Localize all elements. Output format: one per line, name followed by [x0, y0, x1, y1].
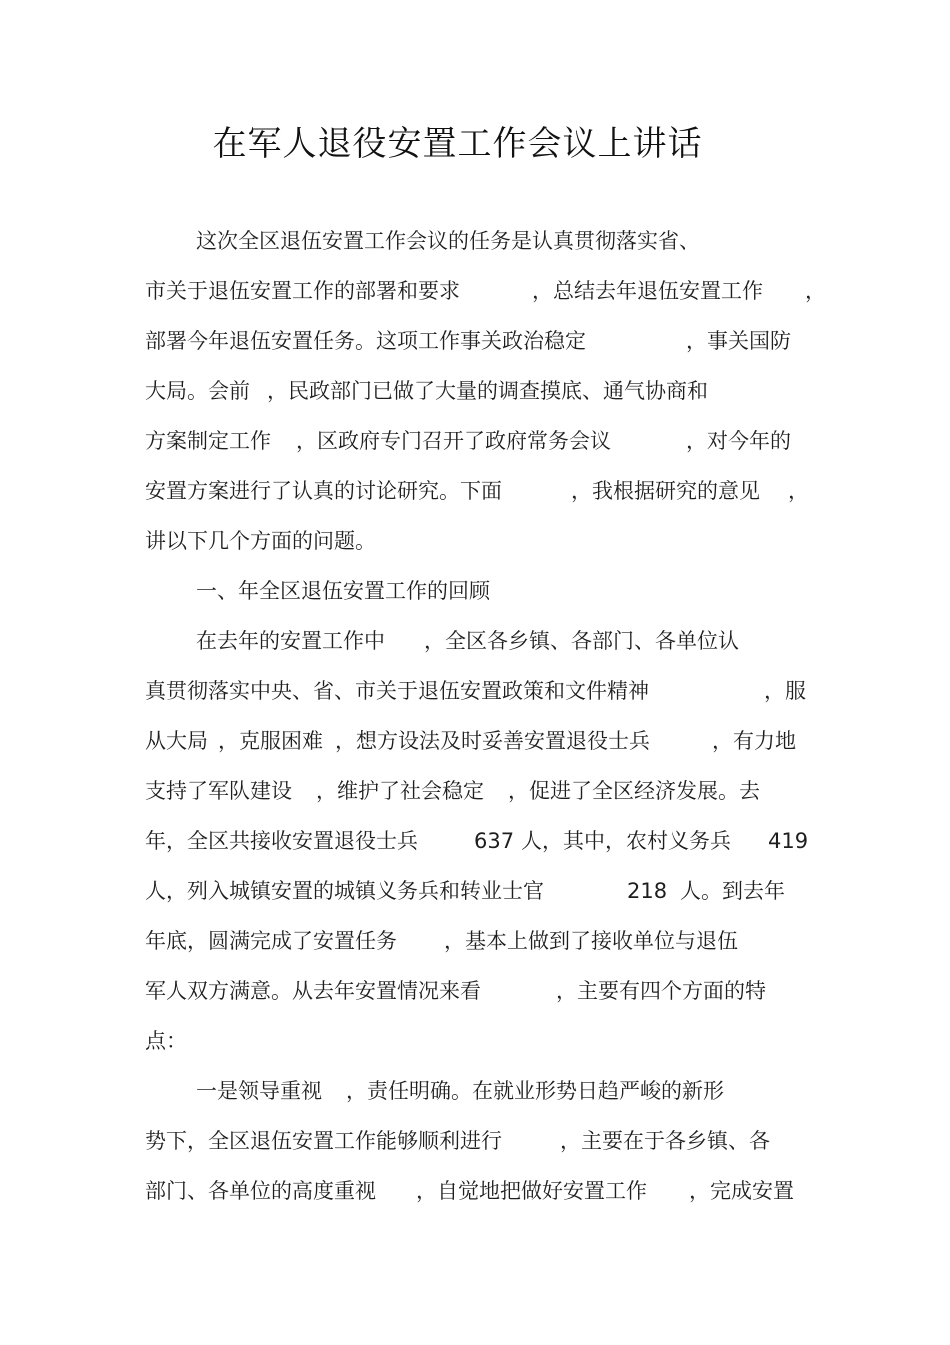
- text-segment: ，自觉地把做好安置工作: [416, 1179, 647, 1203]
- text-segment: 人。到去年: [680, 879, 785, 903]
- text-segment: 大局。会前: [145, 379, 250, 403]
- text-segment: ，有力地: [712, 729, 796, 753]
- text-segment: ，民政部门已做了大量的调查摸底、通气协商和: [267, 379, 708, 403]
- text-segment: ，区政府专门召开了政府常务会议: [296, 429, 611, 453]
- text-segment: 部门、各单位的高度重视: [145, 1179, 376, 1203]
- paragraph-line: [0, 623, 950, 659]
- text-segment: ，想方设法及时妥善安置退役士兵: [335, 729, 650, 753]
- text-segment: 市关于退伍安置工作的部署和要求: [145, 279, 460, 303]
- text-segment: ，: [788, 479, 809, 503]
- text-segment: ，主要有四个方面的特: [556, 979, 766, 1003]
- text-segment: 年，全区共接收安置退役士兵: [145, 829, 418, 853]
- paragraph-line: [0, 1023, 950, 1059]
- text-segment: 在去年的安置工作中: [196, 629, 385, 653]
- paragraph-line: [0, 923, 950, 959]
- text-segment: ，全区各乡镇、各部门、各单位认: [424, 629, 739, 653]
- text-segment: ，责任明确。在就业形势日趋严峻的新形: [346, 1079, 724, 1103]
- text-segment: 部署今年退伍安置任务。这项工作事关政治稳定: [145, 329, 586, 353]
- text-segment: ，事关国防: [686, 329, 791, 353]
- document-title: 在军人退役安置工作会议上讲话: [212, 124, 703, 164]
- paragraph-line: [0, 723, 950, 759]
- text-segment: ，完成安置: [689, 1179, 794, 1203]
- text-segment: ，基本上做到了接收单位与退伍: [444, 929, 738, 953]
- paragraph-line: [0, 523, 950, 559]
- paragraph-line: [0, 1073, 950, 1109]
- paragraph-line: [0, 323, 950, 359]
- paragraph-line: [0, 773, 950, 809]
- text-segment: 点：: [145, 1029, 187, 1053]
- text-segment: 真贯彻落实中央、省、市关于退伍安置政策和文件精神: [145, 679, 649, 703]
- text-segment: 方案制定工作: [145, 429, 271, 453]
- text-segment: 一、年全区退伍安置工作的回顾: [196, 579, 490, 603]
- text-segment: 人，其中，农村义务兵: [521, 829, 731, 853]
- paragraph-line: [0, 973, 950, 1009]
- paragraph-line: [0, 823, 950, 859]
- text-segment: 419: [768, 829, 809, 853]
- paragraph-line: [0, 423, 950, 459]
- text-segment: 支持了军队建设: [145, 779, 292, 803]
- text-segment: 讲以下几个方面的问题。: [145, 529, 376, 553]
- paragraph-line: [0, 473, 950, 509]
- text-segment: ，: [805, 279, 826, 303]
- text-segment: ，维护了社会稳定: [316, 779, 484, 803]
- text-segment: 势下，全区退伍安置工作能够顺利进行: [145, 1129, 502, 1153]
- paragraph-line: [0, 373, 950, 409]
- text-segment: 一是领导重视: [196, 1079, 322, 1103]
- paragraph-line: [0, 273, 950, 309]
- text-segment: 安置方案进行了认真的讨论研究。下面: [145, 479, 502, 503]
- paragraph-line: [0, 873, 950, 909]
- text-segment: 人，列入城镇安置的城镇义务兵和转业士官: [145, 879, 544, 903]
- text-segment: ，克服困难: [218, 729, 323, 753]
- text-segment: ，促进了全区经济发展。去: [508, 779, 760, 803]
- text-segment: ，对今年的: [686, 429, 791, 453]
- text-segment: 从大局: [145, 729, 208, 753]
- text-segment: ，主要在于各乡镇、各: [560, 1129, 770, 1153]
- paragraph-line: [0, 573, 950, 609]
- text-segment: ，总结去年退伍安置工作: [532, 279, 763, 303]
- paragraph-line: [0, 223, 950, 259]
- text-segment: 218: [627, 879, 668, 903]
- text-segment: ，服: [764, 679, 806, 703]
- text-segment: ，我根据研究的意见: [571, 479, 760, 503]
- text-segment: 637: [474, 829, 515, 853]
- paragraph-line: [0, 673, 950, 709]
- paragraph-line: [0, 1123, 950, 1159]
- text-segment: 军人双方满意。从去年安置情况来看: [145, 979, 481, 1003]
- text-segment: 这次全区退伍安置工作会议的任务是认真贯彻落实省、: [196, 229, 700, 253]
- text-segment: 年底，圆满完成了安置任务: [145, 929, 397, 953]
- paragraph-line: [0, 1173, 950, 1209]
